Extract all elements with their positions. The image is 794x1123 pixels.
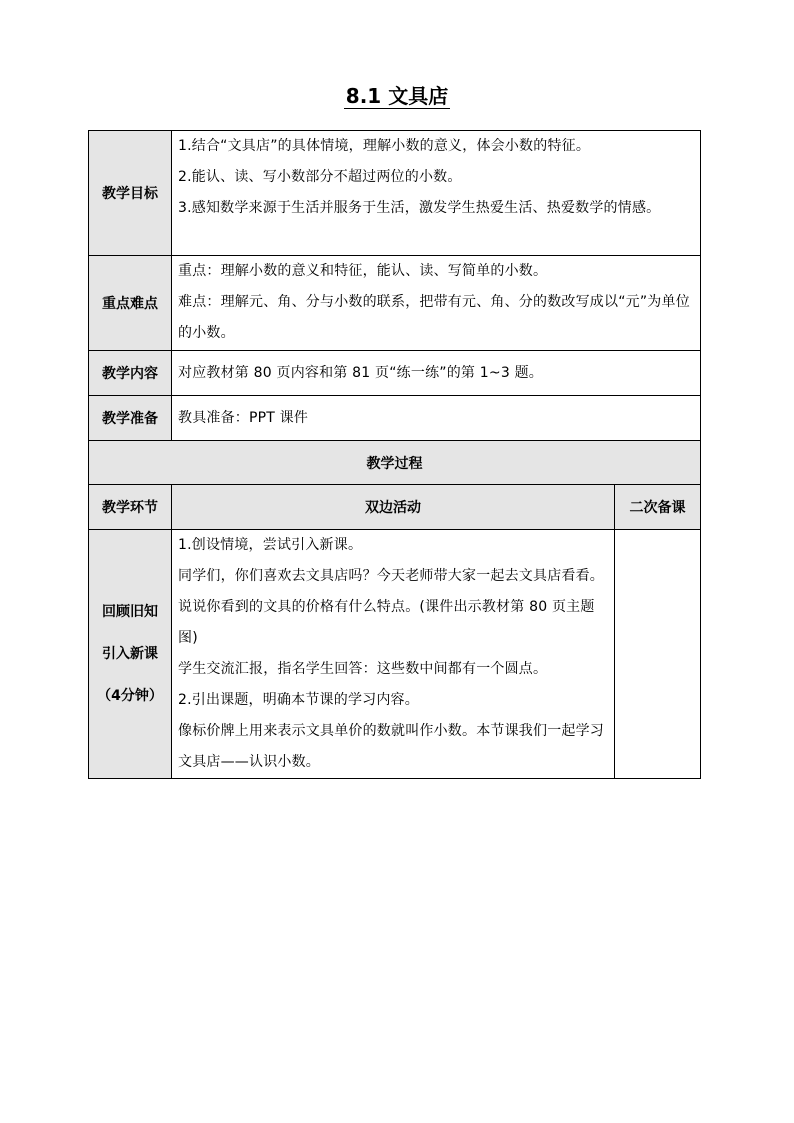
column-header-row [89,485,701,530]
objectives-row [89,131,701,256]
activity-line: 1.创设情境，尝试引入新课。 [178,537,363,553]
page-title [0,82,794,110]
col-stage-header: 教学环节 [89,485,172,530]
stage-line: （4分钟） [97,688,163,704]
col-notes-header: 二次备课 [615,485,701,530]
stage-line: 引入新课 [102,646,158,662]
stage-line: 回顾旧知 [102,604,158,620]
key-point-item: 重点：理解小数的意义和特征，能认、读、写简单的小数。 [178,263,548,279]
preparation-cell: 教具准备：PPT 课件 [172,396,701,441]
key-point-item: 难点：理解元、角、分与小数的联系，把带有元、角、分的数改写成以“元”为单位的小数。 [178,294,690,341]
preparation-row [89,396,701,441]
activity-line: 学生交流汇报，指名学生回答：这些数中间都有一个圆点。 [178,661,548,677]
col-activity-header: 双边活动 [172,485,615,530]
content-cell: 对应教材第 80 页内容和第 81 页“练一练”的第 1~3 题。 [172,351,701,396]
lesson-plan-table [88,130,701,779]
key-points-label: 重点难点 [89,256,172,351]
process-header-row [89,441,701,485]
section1-notes [615,530,701,779]
activity-line: 2.引出课题，明确本节课的学习内容。 [178,692,419,708]
section1-stage [89,530,172,779]
process-label: 教学过程 [89,441,701,485]
objective-item: 3.感知数学来源于生活并服务于生活，激发学生热爱生活、热爱数学的情感。 [178,200,661,216]
key-points-row [89,256,701,351]
activity-line: 像标价牌上用来表示文具单价的数就叫作小数。本节课我们一起学习文具店——认识小数。 [178,723,604,770]
section1-row [89,530,701,779]
activity-line: 同学们，你们喜欢去文具店吗？今天老师带大家一起去文具店看看。说说你看到的文具的价格有什么特点。(课件出示教材第 80 页主题图) [178,568,604,646]
key-points-cell [172,256,701,351]
section1-activities [172,530,615,779]
content-label: 教学内容 [89,351,172,396]
content-row [89,351,701,396]
objectives-cell [172,131,701,256]
preparation-label: 教学准备 [89,396,172,441]
objectives-label: 教学目标 [89,131,172,256]
objective-item: 1.结合“文具店”的具体情境，理解小数的意义，体会小数的特征。 [178,138,591,154]
objective-item: 2.能认、读、写小数部分不超过两位的小数。 [178,169,462,185]
page-title-text: 8.1 文具店 [345,84,449,108]
